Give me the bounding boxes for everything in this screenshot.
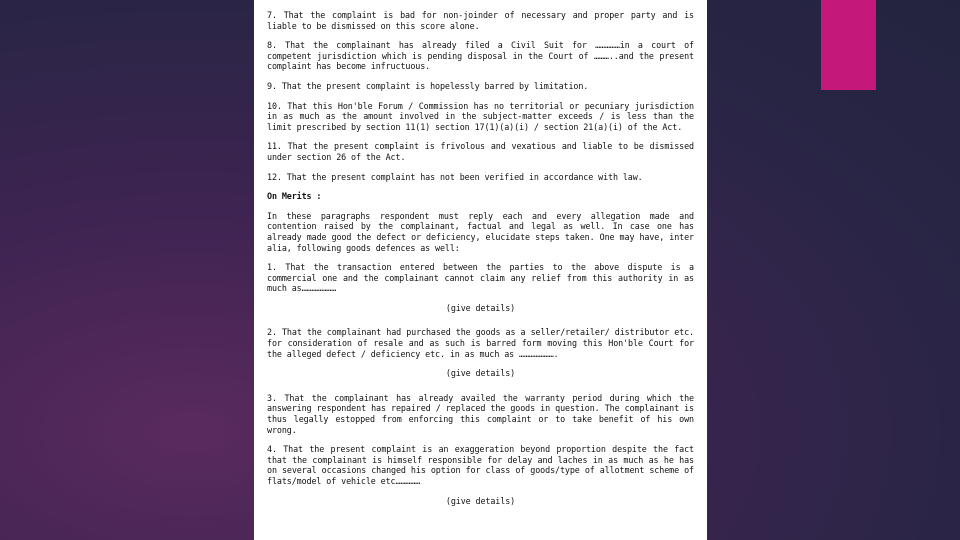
- objection-paragraph-9: 9. That the present complaint is hopelessly barred by limitation.: [267, 80, 589, 91]
- merits-paragraph-1: 1. That the transaction entered between the parties to the above dispute is a commercial one and the complainant cannot claim any relief from this authority in as much as…………………: [267, 262, 694, 294]
- merits-intro-paragraph: In these paragraphs respondent must reply each and every allegation made and contention raised by the complainant, factual and legal as well. In case one has already made good the defect or deficiency, elucidate steps taken. One may have, inter alia, following goods defences as well:: [267, 210, 694, 253]
- merits-paragraph-3: 3. That the complainant has already availed the warranty period during which the answering respondent has repaired / replaced the goods in question. The complainant is thus legally estopped from enforcing this complaint or to take benefit of his own wrong.: [267, 392, 694, 435]
- objection-paragraph-11: 11. That the present complaint is frivolous and vexatious and liable to be dismissed under section 26 of the Act.: [267, 141, 694, 162]
- merits-paragraph-4: 4. That the present complaint is an exaggeration beyond proportion despite the fact that the complainant is himself responsible for delay and laches in as much as he has on several occasions changed his option for class of goods/type of allotment scheme of flats/model of vehicle etc……………: [267, 444, 694, 486]
- on-merits-heading: On Merits :: [267, 191, 322, 202]
- give-details-note-3: (give details): [445, 495, 516, 506]
- objection-paragraph-7: 7. That the complaint is bad for non-joinder of necessary and proper party and is liable to be dismissed on this score alone.: [267, 10, 694, 31]
- objection-paragraph-8: 8. That the complainant has already filed a Civil Suit for ……………in a court of competent jurisdiction which is pending disposal in the Court of ………..and the present complaint has become infructuous.: [267, 40, 694, 72]
- give-details-note-1: (give details): [445, 302, 516, 313]
- accent-bar: [821, 0, 876, 90]
- objection-paragraph-10: 10. That this Hon'ble Forum / Commission has no territorial or pecuniary jurisdiction in as much as the amount involved in the subject-matter exceeds / is less than the limit prescribed by section 11(1) section 17(1)(a)(i) / section 21(a)(i) of the Act.: [267, 100, 694, 132]
- give-details-note-2: (give details): [445, 368, 516, 379]
- objection-paragraph-12: 12. That the present complaint has not been verified in accordance with law.: [267, 171, 643, 182]
- document-page: [254, 0, 707, 540]
- merits-paragraph-2: 2. That the complainant had purchased the goods as a seller/retailer/ distributor etc. for consideration of resale and as such is barred form moving this Hon'ble Court for the alleged defect / deficiency etc. in as much as ………………….: [267, 327, 694, 359]
